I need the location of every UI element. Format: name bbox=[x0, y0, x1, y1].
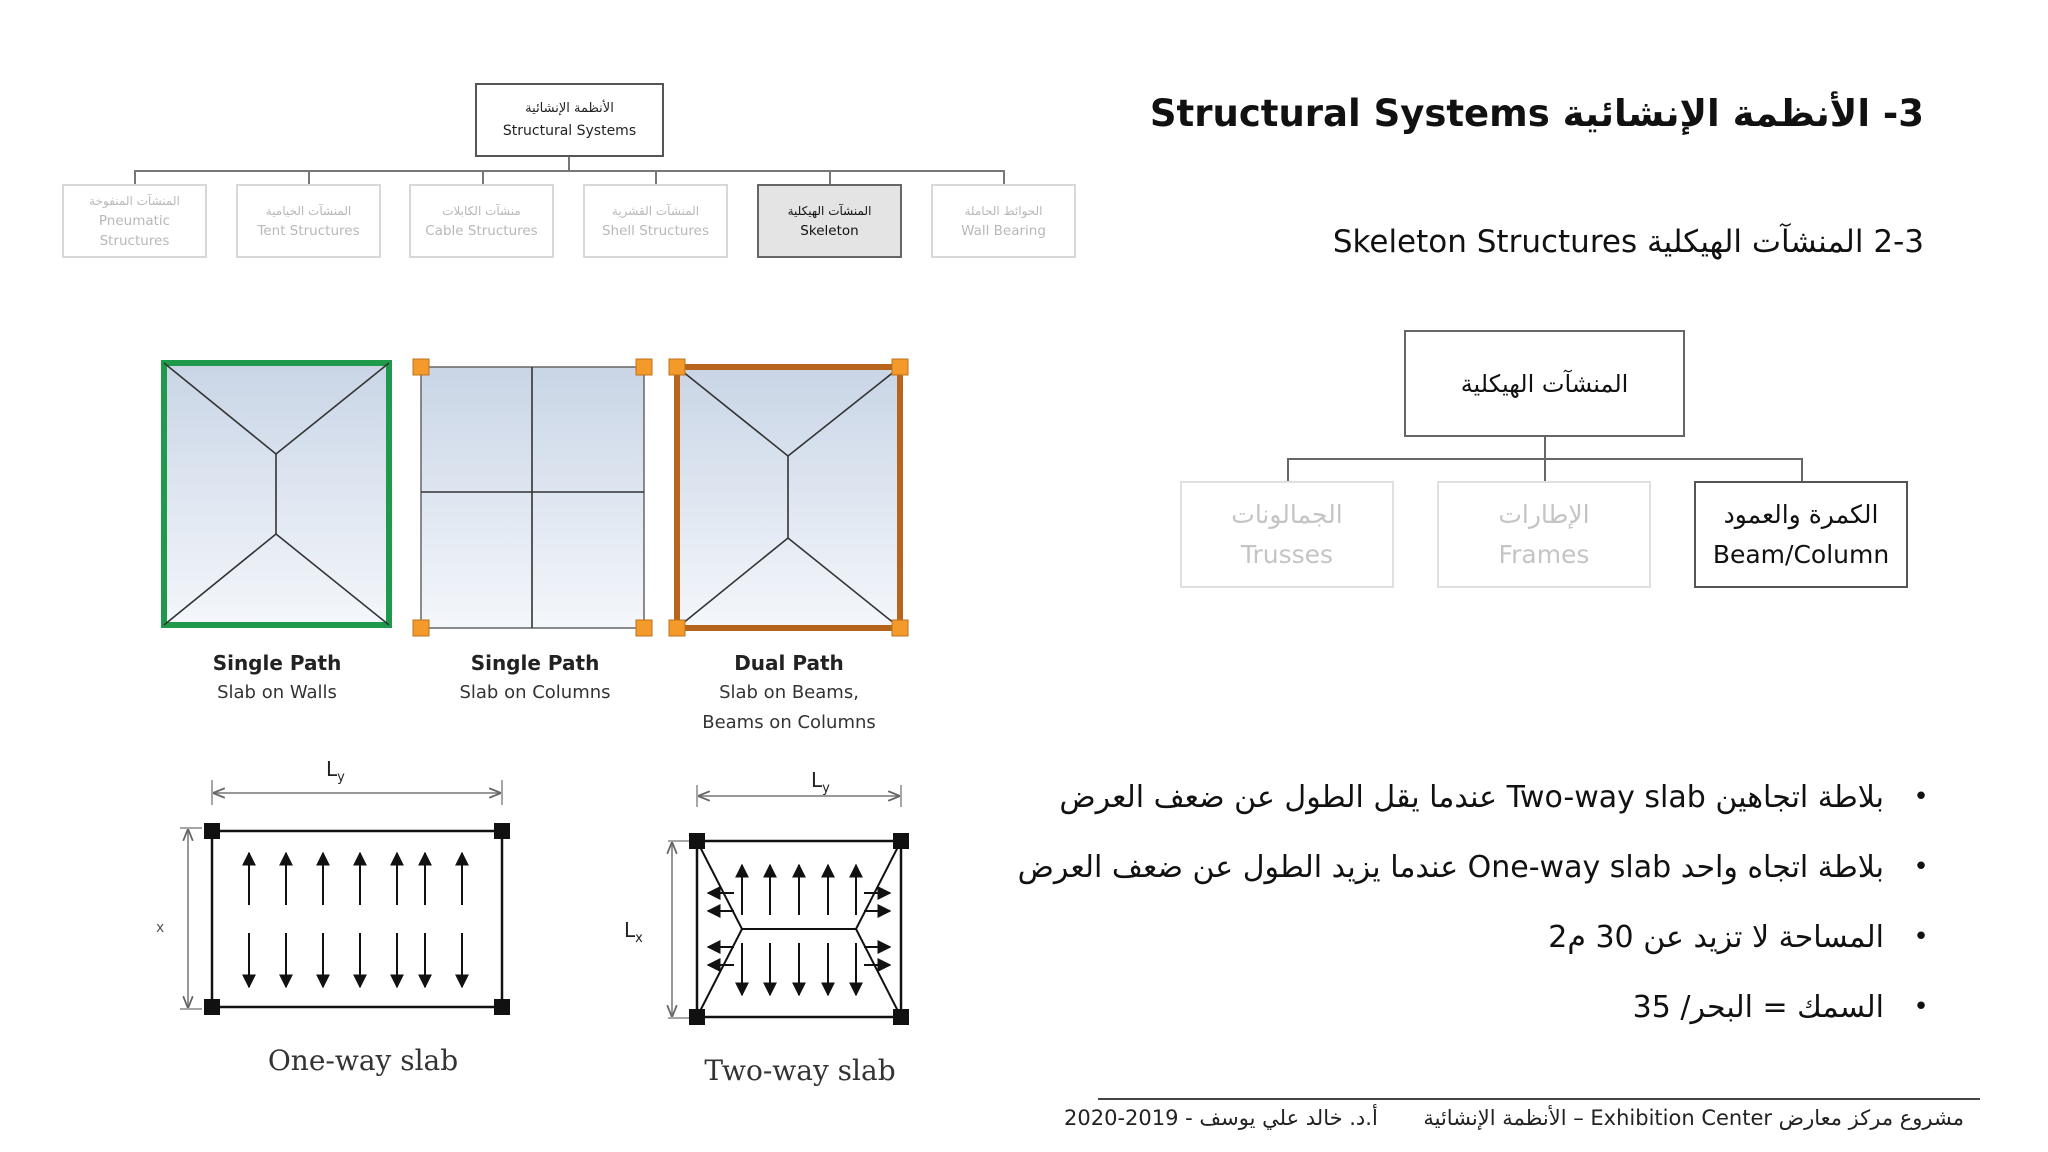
tree-item-skeleton bbox=[757, 184, 902, 258]
bullet-marker: • bbox=[1913, 922, 1929, 952]
dimension-subscript: y bbox=[822, 781, 830, 796]
footer bbox=[1064, 1106, 1964, 1130]
dimension-subscript: x bbox=[635, 931, 643, 946]
bullet-marker: • bbox=[1913, 852, 1929, 882]
dimension-letter: L bbox=[624, 918, 636, 942]
tree-connector-drop bbox=[482, 170, 484, 184]
dimension-subscript: y bbox=[337, 770, 345, 785]
skeleton-tree-connector-drop bbox=[1801, 458, 1803, 481]
skeleton-item-label-ar: الجمالونات bbox=[1231, 499, 1343, 529]
dimension-letter: L bbox=[326, 757, 338, 781]
one-way-ly-label bbox=[326, 757, 345, 785]
one-way-slab-caption: One-way slab bbox=[267, 1044, 459, 1077]
slab-caption-beams bbox=[669, 648, 909, 738]
skeleton-item-beam-column bbox=[1694, 481, 1908, 588]
tree-item-label-en: Wall Bearing bbox=[961, 223, 1046, 239]
list-item bbox=[944, 762, 1944, 832]
tree-item-label-en: Pneumatic bbox=[98, 213, 171, 229]
skeleton-tree-connector-vertical bbox=[1544, 437, 1546, 459]
skeleton-item-label-ar: الكمرة والعمود bbox=[1723, 499, 1879, 529]
footer-project: مشروع مركز معارض Exhibition Center – الأنظمة الإنشائية bbox=[1423, 1106, 1964, 1130]
tree-item-cable bbox=[409, 184, 554, 258]
one-way-lx-label bbox=[156, 920, 164, 936]
tree-item-label-ar: المنشآت المنفوخة bbox=[89, 194, 180, 208]
skeleton-item-label-en: Frames bbox=[1498, 539, 1590, 569]
section-subtitle: 2-3 المنشآت الهيكلية Skeleton Structures bbox=[1332, 224, 1924, 260]
slab-on-beams-diagram bbox=[669, 359, 908, 636]
tree-connector-vertical bbox=[568, 157, 570, 171]
two-way-ly-label bbox=[811, 768, 830, 796]
skeleton-item-label-ar: الإطارات bbox=[1498, 499, 1590, 529]
tree-item-wall-bearing bbox=[931, 184, 1076, 258]
tree-connector-drop bbox=[655, 170, 657, 184]
slab-load-path-illustrations bbox=[150, 350, 920, 650]
slab-caption-line: Slab on Beams, bbox=[719, 682, 859, 703]
list-item bbox=[944, 972, 1944, 1042]
two-way-lx-label bbox=[624, 918, 643, 946]
tree-item-label-en: Cable Structures bbox=[425, 223, 538, 239]
tree-connector-drop bbox=[1003, 170, 1005, 184]
slab-on-walls-diagram bbox=[164, 363, 389, 625]
footer-divider bbox=[1098, 1098, 1980, 1100]
design-rules-list bbox=[944, 762, 1944, 1042]
slab-caption-walls bbox=[157, 648, 397, 708]
structural-systems-root-box bbox=[475, 83, 664, 157]
root-label-en: Structural Systems bbox=[502, 123, 637, 139]
root-label-ar: الأنظمة الإنشائية bbox=[525, 101, 614, 116]
page-title: 3- الأنظمة الإنشائية Structural Systems bbox=[1149, 92, 1924, 135]
two-way-slab-diagram bbox=[630, 765, 920, 1045]
dimension-letter: L bbox=[811, 768, 823, 792]
list-item-text: بلاطة اتجاه واحد One-way slab عندما يزيد الطول عن ضعف العرض bbox=[1017, 849, 1884, 885]
skeleton-root-label: المنشآت الهيكلية bbox=[1460, 369, 1629, 398]
tree-connector-drop bbox=[134, 170, 136, 184]
skeleton-tree-connector-drop bbox=[1287, 458, 1289, 481]
tree-item-label-en: Tent Structures bbox=[257, 223, 360, 239]
skeleton-item-label-en: Trusses bbox=[1240, 539, 1334, 569]
tree-item-label-en: Shell Structures bbox=[601, 223, 710, 239]
tree-item-label-en: Skeleton bbox=[800, 223, 859, 239]
dimension-subscript: x bbox=[156, 920, 165, 936]
tree-connector-drop bbox=[308, 170, 310, 184]
slab-caption-columns bbox=[415, 648, 655, 708]
list-item-text: بلاطة اتجاهين Two-way slab عندما يقل الطول عن ضعف العرض bbox=[1059, 779, 1884, 815]
skeleton-tree-connector-drop bbox=[1544, 458, 1546, 481]
bullet-marker: • bbox=[1913, 992, 1929, 1022]
slab-caption-title: Single Path bbox=[212, 651, 342, 675]
slab-caption-title: Dual Path bbox=[734, 651, 844, 675]
tree-item-tent bbox=[236, 184, 381, 258]
tree-item-label-ar: منشآت الكابلات bbox=[442, 204, 521, 218]
skeleton-item-label-en: Beam/Column bbox=[1712, 539, 1890, 569]
slab-on-columns-diagram bbox=[413, 359, 652, 636]
one-way-slab-diagram bbox=[140, 755, 540, 1045]
tree-item-label-en2: Structures bbox=[99, 233, 170, 249]
two-way-slab-caption: Two-way slab bbox=[704, 1054, 896, 1087]
skeleton-item-frames bbox=[1437, 481, 1651, 588]
tree-item-label-ar: المنشآت الخيامية bbox=[265, 204, 352, 218]
slab-caption-title: Single Path bbox=[470, 651, 600, 675]
slab-caption-line: Beams on Columns bbox=[702, 712, 876, 733]
tree-connector-horizontal bbox=[134, 170, 1005, 172]
skeleton-item-trusses bbox=[1180, 481, 1394, 588]
bullet-marker: • bbox=[1913, 782, 1929, 812]
list-item-text: المساحة لا تزيد عن 30 م2 bbox=[1548, 919, 1884, 955]
tree-item-pneumatic bbox=[62, 184, 207, 258]
tree-item-label-ar: المنشآت القشرية bbox=[611, 204, 700, 218]
footer-author: أ.د. خالد علي يوسف - 2019-2020 bbox=[1064, 1106, 1378, 1130]
tree-item-label-ar: الحوائط الحاملة bbox=[964, 204, 1043, 218]
tree-item-label-ar: المنشآت الهيكلية bbox=[787, 204, 872, 218]
slab-caption-line: Slab on Columns bbox=[459, 682, 611, 703]
tree-connector-drop bbox=[829, 170, 831, 184]
skeleton-structures-root-box bbox=[1404, 330, 1685, 437]
list-item-text: السمك = البحر/ 35 bbox=[1632, 989, 1884, 1025]
tree-item-shell bbox=[583, 184, 728, 258]
slab-caption-line: Slab on Walls bbox=[217, 682, 337, 703]
list-item bbox=[944, 832, 1944, 902]
list-item bbox=[944, 902, 1944, 972]
